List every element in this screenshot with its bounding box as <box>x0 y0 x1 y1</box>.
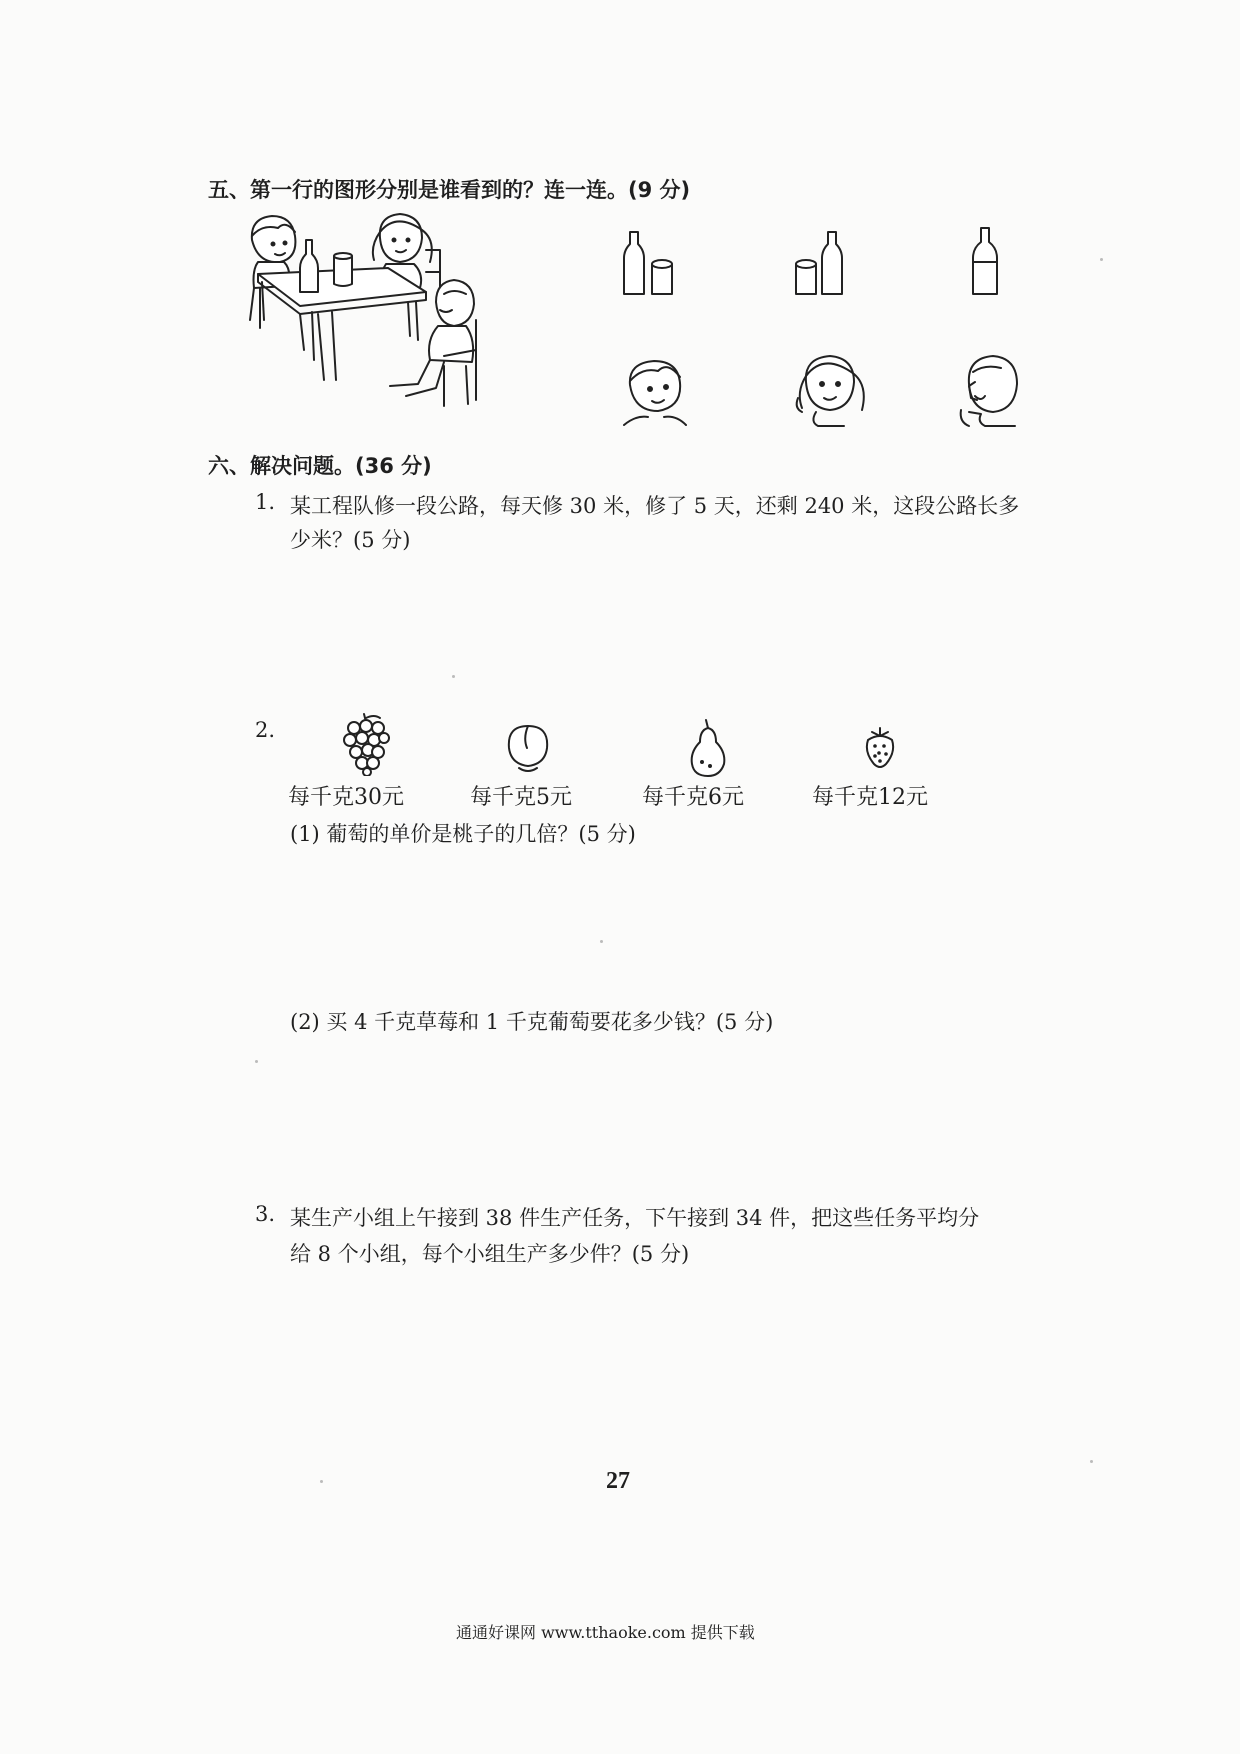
section-5-heading: 五、第一行的图形分别是谁看到的？连一连。(9 分) <box>208 178 691 202</box>
q1-text-line-2: 少米？(5 分) <box>290 528 411 552</box>
peach-price: 每千克5元 <box>470 785 572 810</box>
q3-text-line-1: 某生产小组上午接到 38 件生产任务，下午接到 34 件，把这些任务平均分 <box>290 1206 980 1230</box>
strawberry-icon <box>862 726 898 770</box>
q3-number: 3. <box>255 1202 276 1226</box>
grapes-price: 每千克30元 <box>288 785 404 810</box>
q2-sub-question-2: (2) 买 4 千克草莓和 1 千克葡萄要花多少钱？(5 分) <box>290 1010 774 1034</box>
strawberry-price: 每千克12元 <box>812 785 928 810</box>
pear-price: 每千克6元 <box>642 785 744 810</box>
child-back-figure <box>390 280 476 406</box>
q1-number: 1. <box>255 490 276 514</box>
pear-icon <box>688 718 728 778</box>
footer-download-note: 通通好课网 www.tthaoke.com 提供下载 <box>456 1623 755 1642</box>
boy-face-icon <box>620 355 690 427</box>
view-bottle-left-cup-right <box>620 228 680 300</box>
grapes-icon <box>340 712 390 776</box>
cup-on-table <box>334 253 352 286</box>
child-back-head-icon <box>955 352 1025 428</box>
view-cup-left-bottle-right <box>790 228 850 300</box>
bottle-on-table <box>300 240 318 292</box>
girl-face-icon <box>790 352 870 428</box>
table-scene-illustration <box>240 210 540 440</box>
q1-text-line-1: 某工程队修一段公路，每天修 30 米，修了 5 天，还剩 240 米，这段公路长多 <box>290 494 1020 518</box>
section-6-heading: 六、解决问题。(36 分) <box>208 454 432 478</box>
q3-text-line-2: 给 8 个小组，每个小组生产多少件？(5 分) <box>290 1242 690 1266</box>
q2-sub-question-1: (1) 葡萄的单价是桃子的几倍？(5 分) <box>290 822 636 846</box>
q2-number: 2. <box>255 718 276 742</box>
peach-icon <box>505 718 551 774</box>
page-number: 27 <box>606 1468 630 1494</box>
view-bottle-only <box>965 224 1005 300</box>
